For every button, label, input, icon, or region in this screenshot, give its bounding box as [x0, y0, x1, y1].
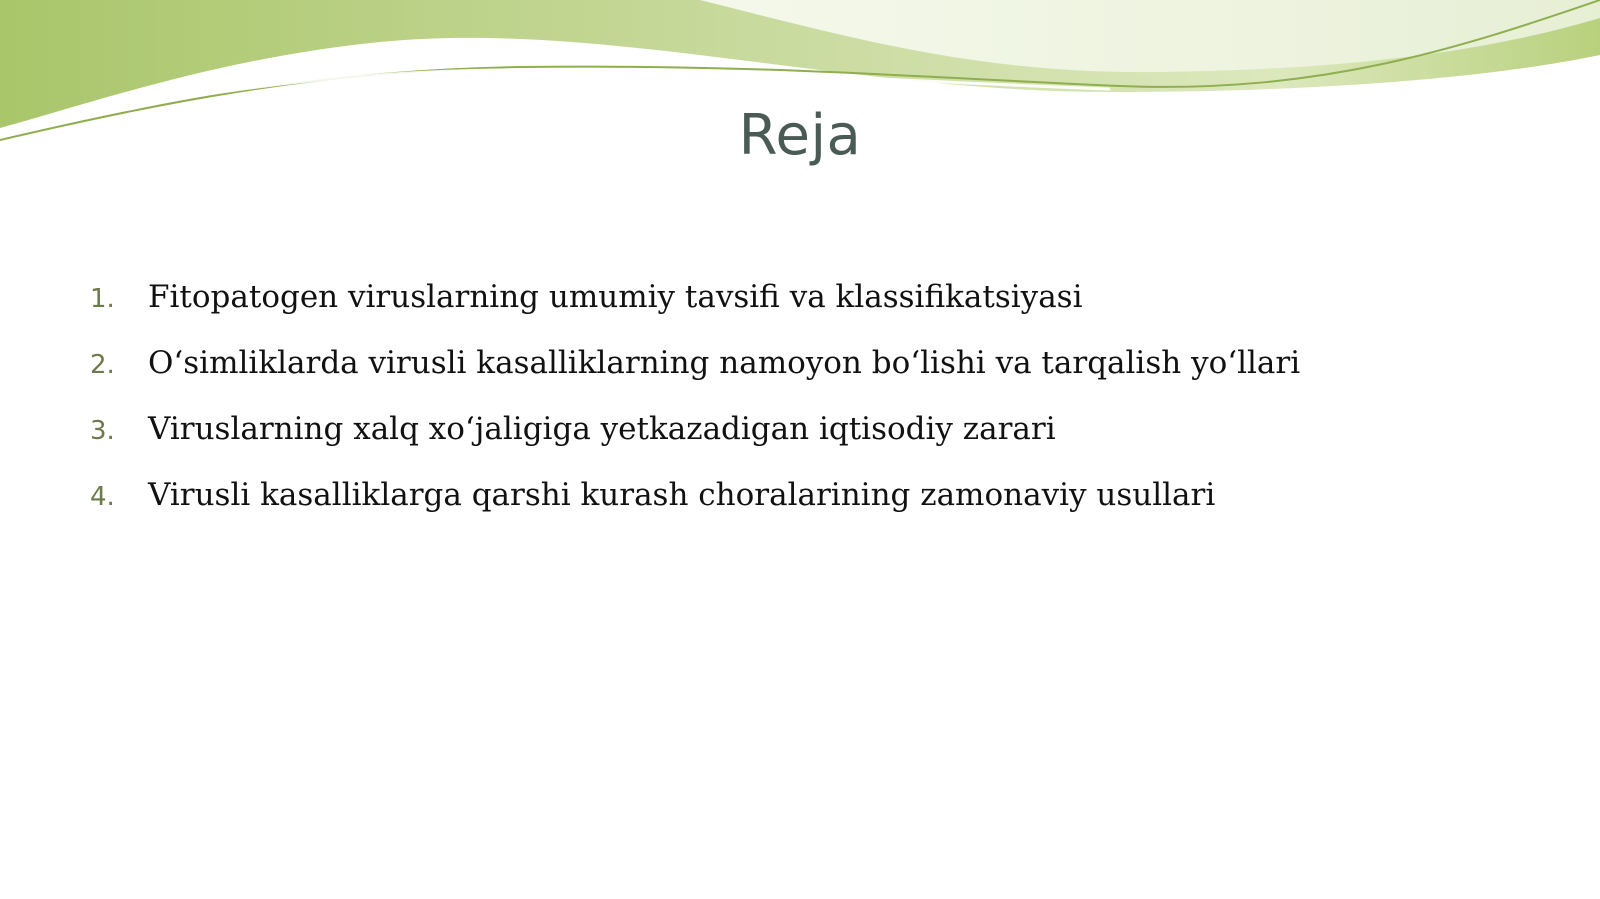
list-item-text: Fitopatogen viruslarning umumiy tavsifi va klassifikatsiyasi	[148, 279, 1083, 315]
list-item	[90, 470, 1550, 536]
list-item-number: 1.	[90, 284, 115, 314]
list-item-text: Virusli kasalliklarga qarshi kurash choralarining zamonaviy usullari	[148, 477, 1216, 513]
list-item-text: Viruslarning xalq xo‘jaligiga yetkazadigan iqtisodiy zarari	[148, 411, 1056, 447]
list-item	[90, 404, 1550, 470]
list-item-number: 2.	[90, 350, 115, 380]
list-item-text: O‘simliklarda virusli kasalliklarning namoyon bo‘lishi va tarqalish yo‘llari	[148, 345, 1301, 381]
plan-list	[90, 272, 1550, 536]
list-item	[90, 338, 1550, 404]
slide-title: Reja	[738, 103, 862, 168]
list-item-number: 4.	[90, 482, 115, 512]
list-item	[90, 272, 1550, 338]
list-item-number: 3.	[90, 416, 115, 446]
